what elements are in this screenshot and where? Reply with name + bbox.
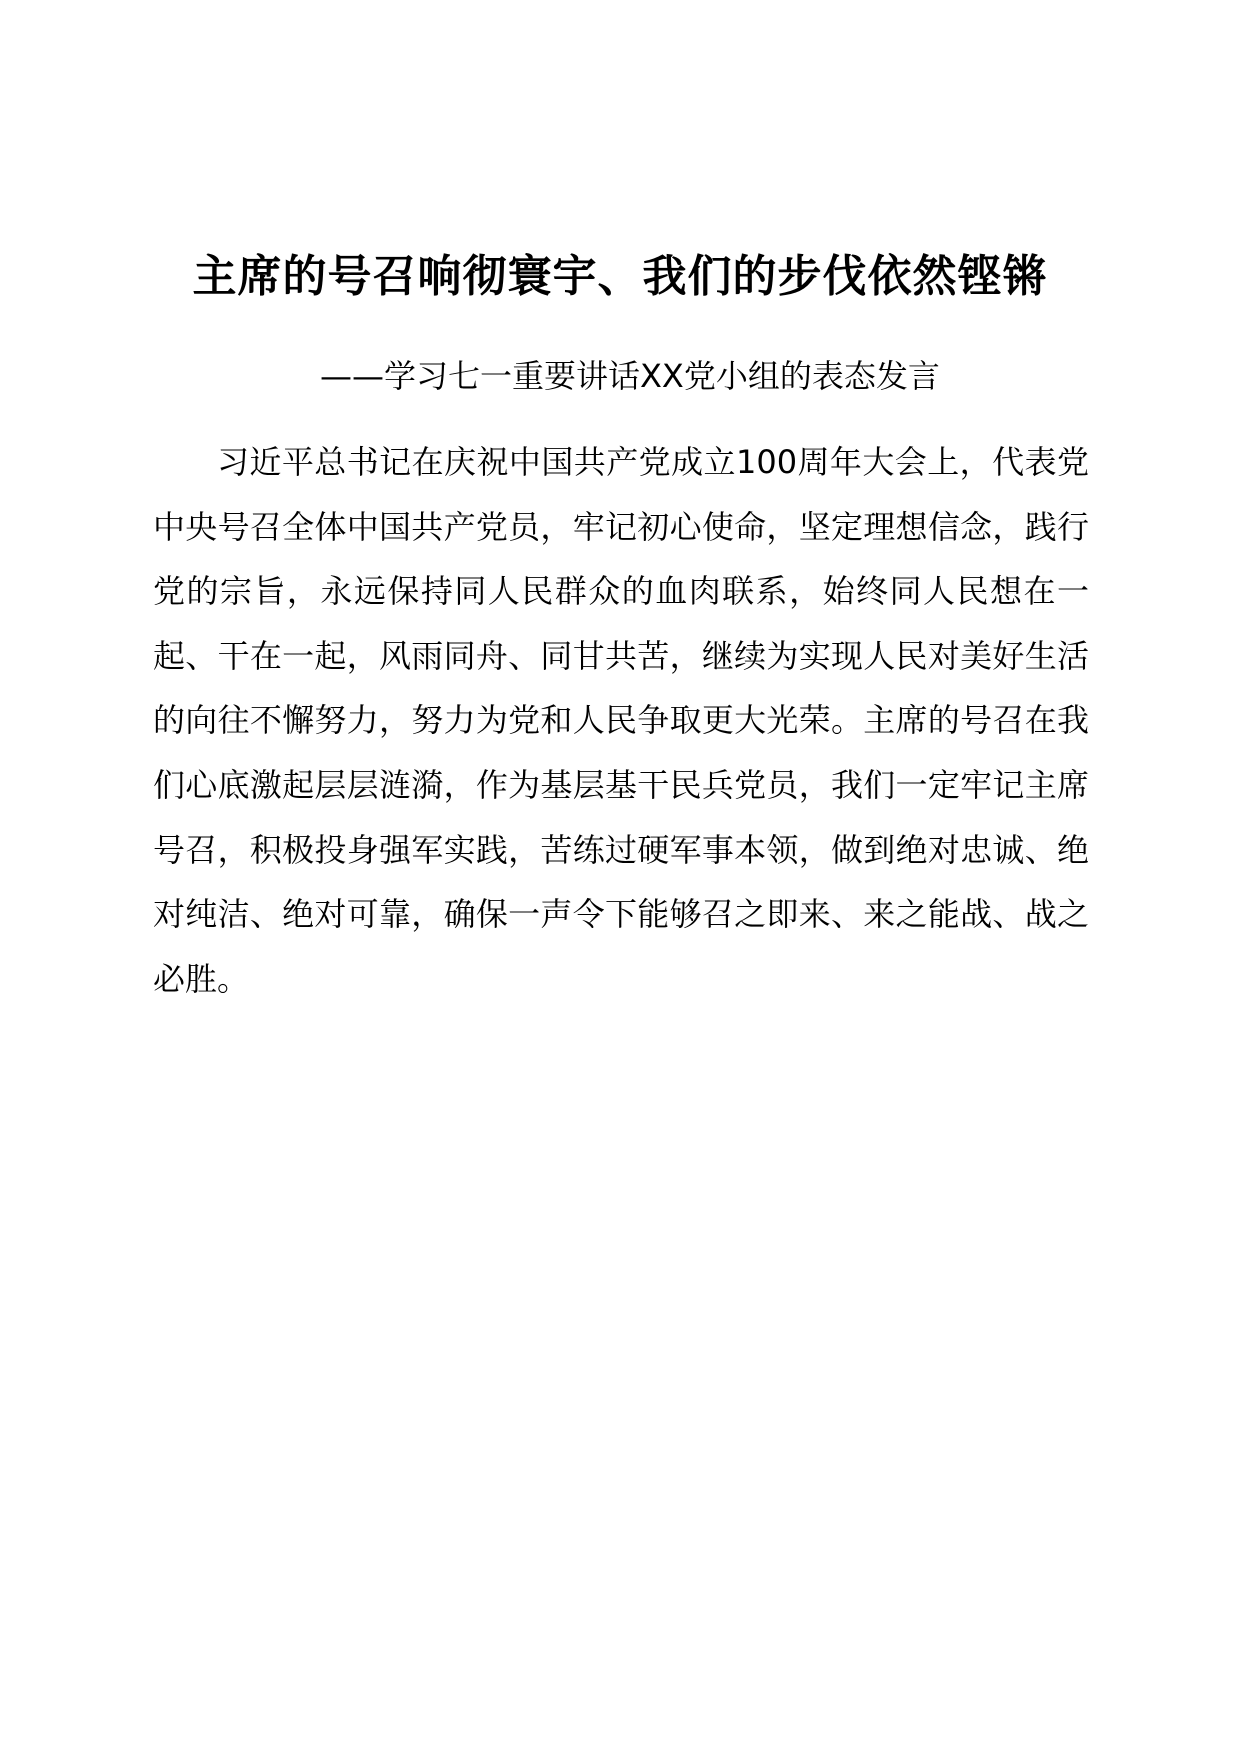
document-subtitle: ——学习七一重要讲话XX党小组的表态发言 xyxy=(320,357,940,395)
document-title: 主席的号召响彻寰宇、我们的步伐依然铿锵 xyxy=(192,251,1048,302)
body-paragraph: 习近平总书记在庆祝中国共产党成立100周年大会上，代表党中央号召全体中国共产党员，牢记初心使命，坚定理想信念，践行党的宗旨，永远保持同人民群众的血肉联系，始终同人民想在一起、干在一起，风雨同舟、同甘共苦，继续为实现人民对美好生活的向往不懈努力，努力为党和人民争取更大光荣。主席的号召在我们心底激起层层涟漪，作为基层基干民兵党员，我们一定牢记主席号召，积极投身强军实践，苦练过硬军事本领，做到绝对忠诚、绝对纯洁、绝对可靠，确保一声令下能够召之即来、来之能战、战之必胜。 xyxy=(153,443,1089,998)
